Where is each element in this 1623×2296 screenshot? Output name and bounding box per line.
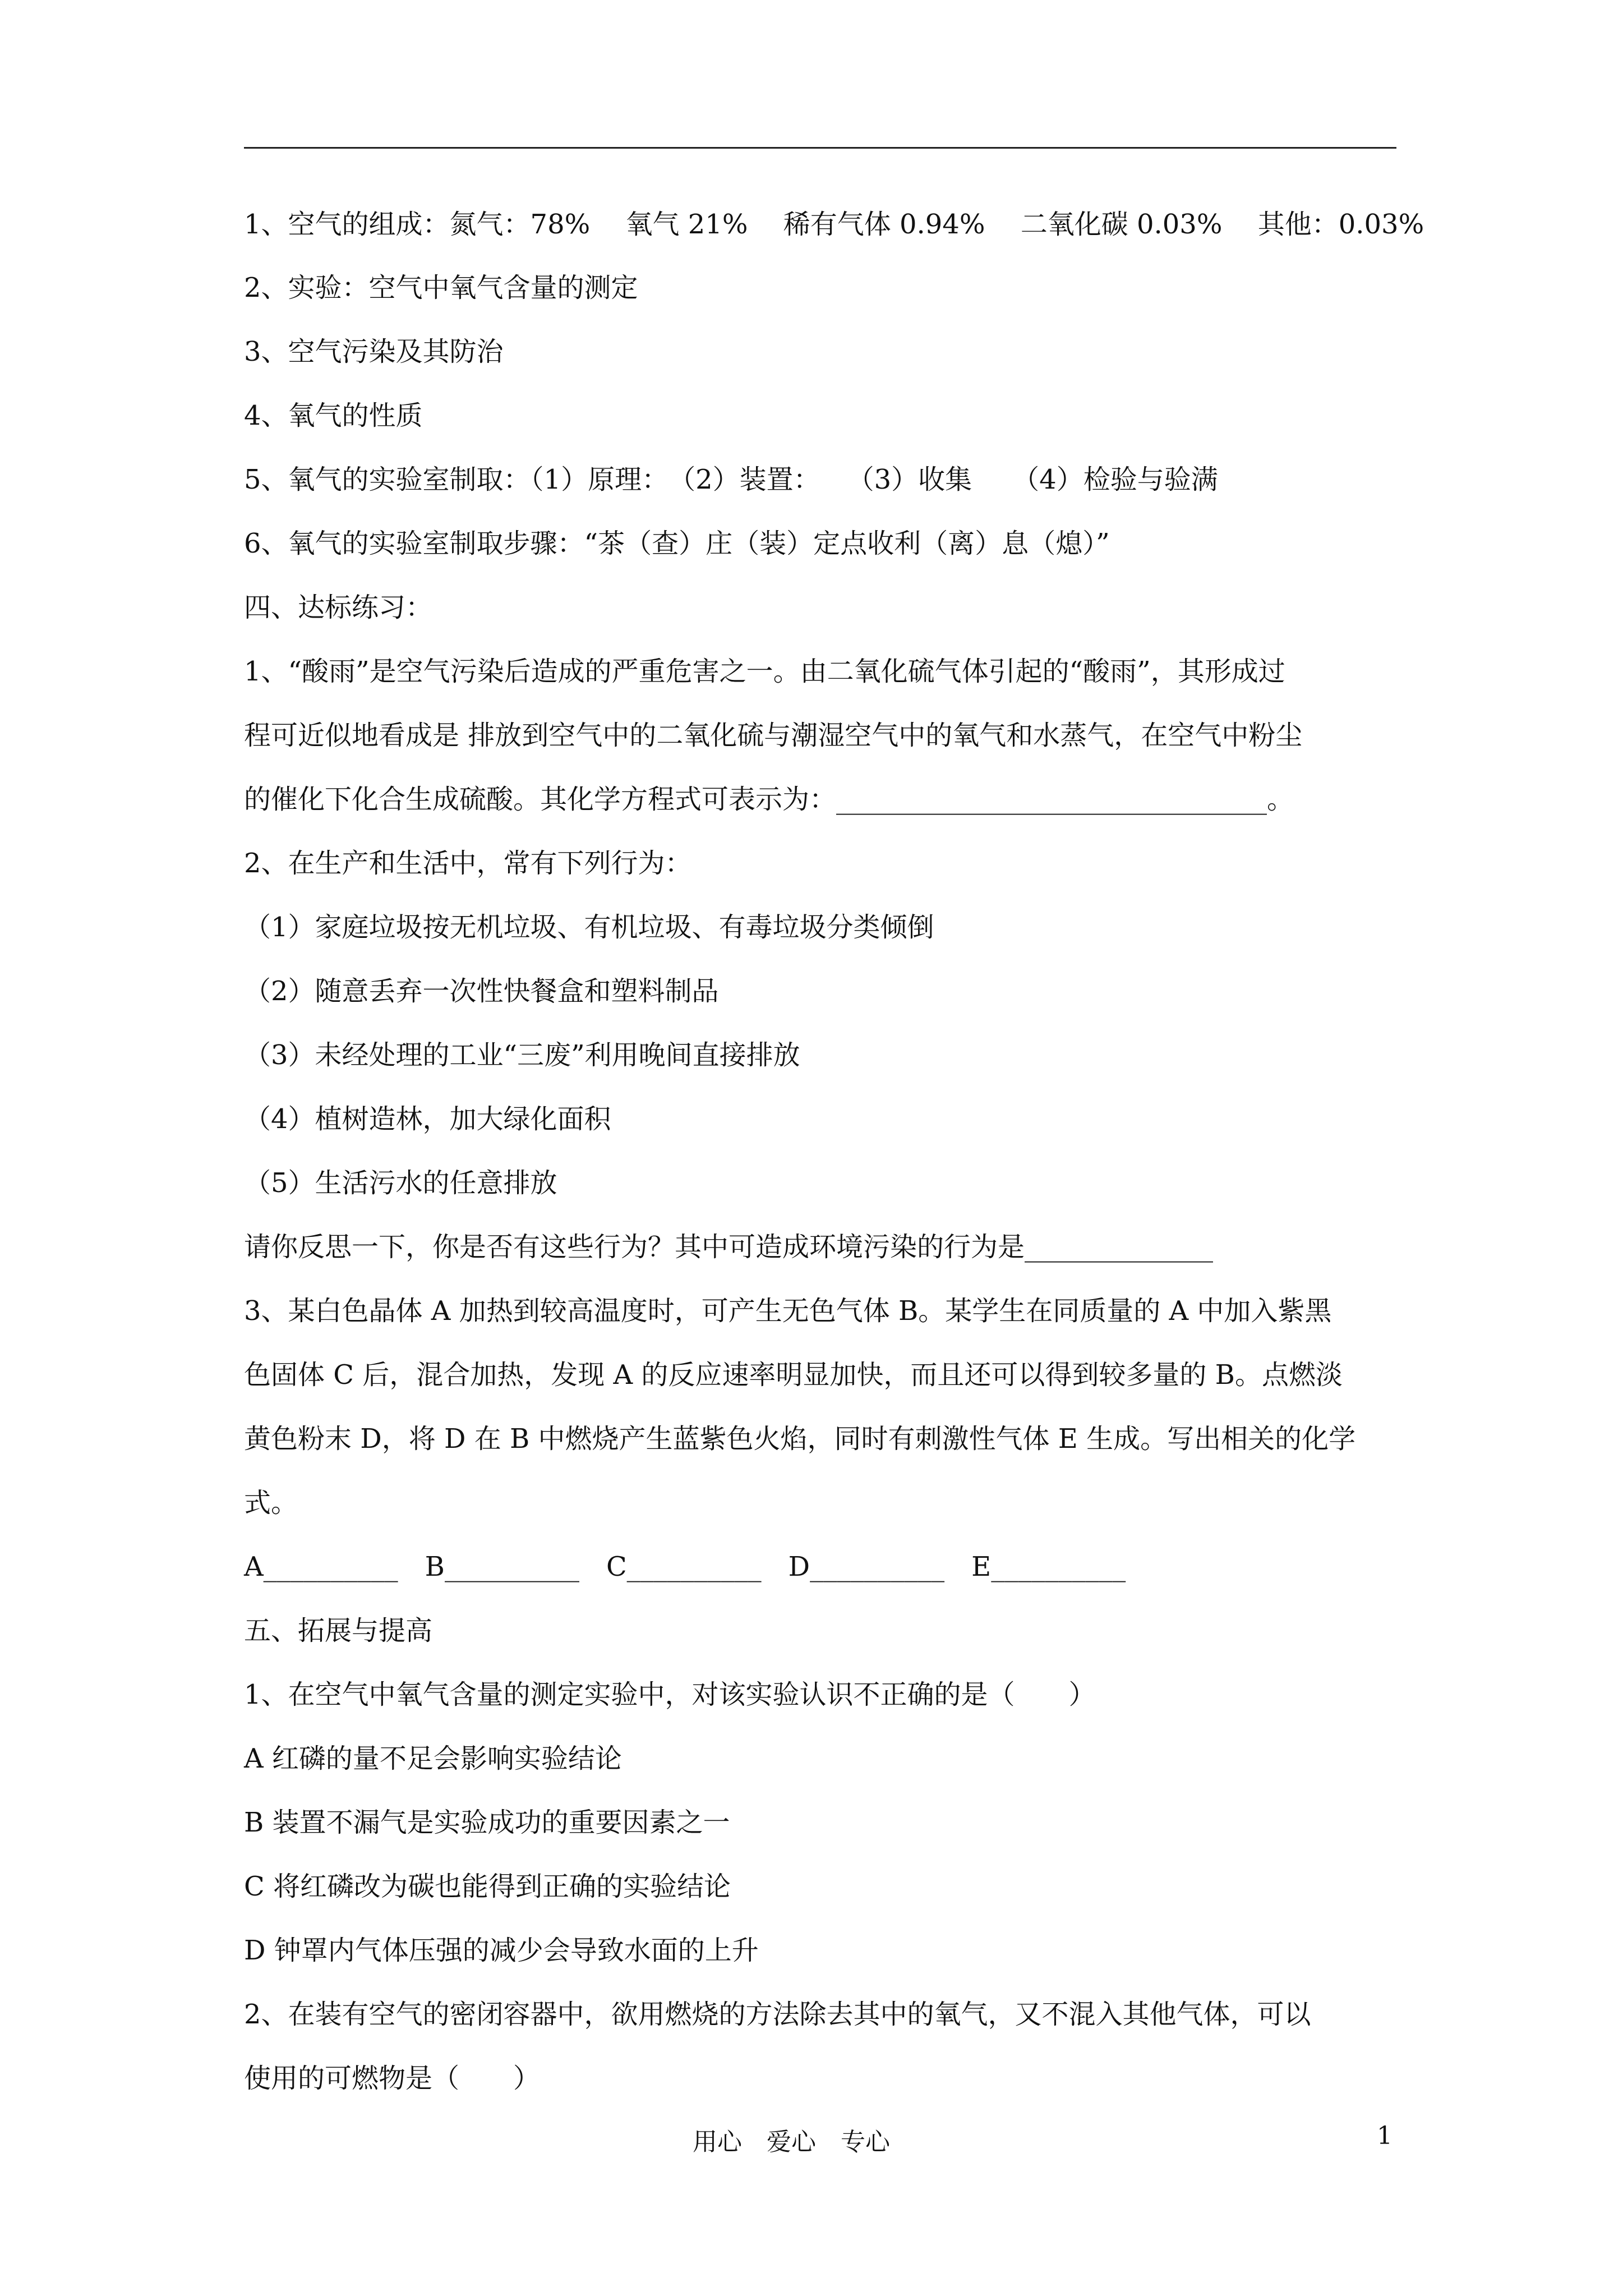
- practice-q3-line-3: 黄色粉末 D，将 D 在 B 中燃烧产生蓝紫色火焰，同时有刺激性气体 E 生成。写出相关的化学: [244, 1423, 1356, 1455]
- practice-q2-ask: 请你反思一下，你是否有这些行为？其中可造成环境污染的行为是______________: [244, 1231, 1214, 1263]
- practice-q1-line-1: 1、“酸雨”是空气污染后造成的严重危害之一。由二氧化硫气体引起的“酸雨”，其形成过: [244, 656, 1285, 687]
- practice-q2-stem: 2、在生产和生活中，常有下列行为：: [244, 848, 692, 879]
- extension-q1-stem: 1、在空气中氧气含量的测定实验中，对该实验认识不正确的是（ ）: [244, 1679, 1096, 1710]
- practice-q2-option-1: （1）家庭垃圾按无机垃圾、有机垃圾、有毒垃圾分类倾倒: [244, 912, 934, 943]
- practice-q2-option-2: （2）随意丢弃一次性快餐盒和塑料制品: [244, 976, 719, 1007]
- practice-q2-option-5: （5）生活污水的任意排放: [244, 1167, 557, 1199]
- practice-q2-option-4: （4）植树造林，加大绿化面积: [244, 1103, 611, 1135]
- practice-heading: 四、达标练习：: [244, 592, 433, 623]
- practice-q1-line-3: 的催化下化合生成硫酸。其化学方程式可表示为：________________________________。: [244, 784, 1294, 815]
- extension-q1-option-b: B 装置不漏气是实验成功的重要因素之一: [244, 1807, 730, 1838]
- practice-q1-line-2: 程可近似地看成是 排放到空气中的二氧化硫与潮湿空气中的氧气和水蒸气，在空气中粉尘: [244, 720, 1303, 751]
- summary-item-5: 5、氧气的实验室制取：（1）原理： （2）装置： （3）收集 （4）检验与验满: [244, 464, 1218, 495]
- page-number: 1: [1377, 2122, 1393, 2150]
- practice-q3-line-1: 3、某白色晶体 A 加热到较高温度时，可产生无色气体 B。某学生在同质量的 A 中加入紫黑: [244, 1295, 1332, 1327]
- summary-item-2: 2、实验：空气中氧气含量的测定: [244, 272, 638, 303]
- extension-q2-line-2: 使用的可燃物是（ ）: [244, 2063, 541, 2094]
- extension-q2-line-1: 2、在装有空气的密闭容器中，欲用燃烧的方法除去其中的氧气，又不混入其他气体，可以: [244, 1999, 1311, 2030]
- practice-q3-line-4: 式。: [244, 1487, 298, 1519]
- extension-q1-option-c: C 将红磷改为碳也能得到正确的实验结论: [244, 1871, 731, 1902]
- summary-item-6: 6、氧气的实验室制取步骤：“茶（查）庄（装）定点收利（离）息（熄）”: [244, 528, 1110, 559]
- footer-motto: 用心 爱心 专心: [693, 2128, 890, 2156]
- extension-heading: 五、拓展与提高: [244, 1615, 433, 1646]
- summary-item-4: 4、氧气的性质: [244, 400, 423, 431]
- practice-q2-option-3: （3）未经处理的工业“三废”利用晚间直接排放: [244, 1039, 800, 1071]
- header-rule: [244, 147, 1396, 149]
- practice-q3-blanks: A__________ B__________ C__________ D__________ E__________: [244, 1551, 1126, 1582]
- extension-q1-option-a: A 红磷的量不足会影响实验结论: [244, 1743, 622, 1774]
- summary-item-3: 3、空气污染及其防治: [244, 336, 504, 367]
- extension-q1-option-d: D 钟罩内气体压强的减少会导致水面的上升: [244, 1935, 759, 1966]
- practice-q3-line-2: 色固体 C 后，混合加热，发现 A 的反应速率明显加快，而且还可以得到较多量的 B。点燃淡: [244, 1359, 1343, 1391]
- summary-item-1: 1、空气的组成：氮气：78% 氧气 21% 稀有气体 0.94% 二氧化碳 0.03% 其他：0.03%: [244, 209, 1424, 240]
